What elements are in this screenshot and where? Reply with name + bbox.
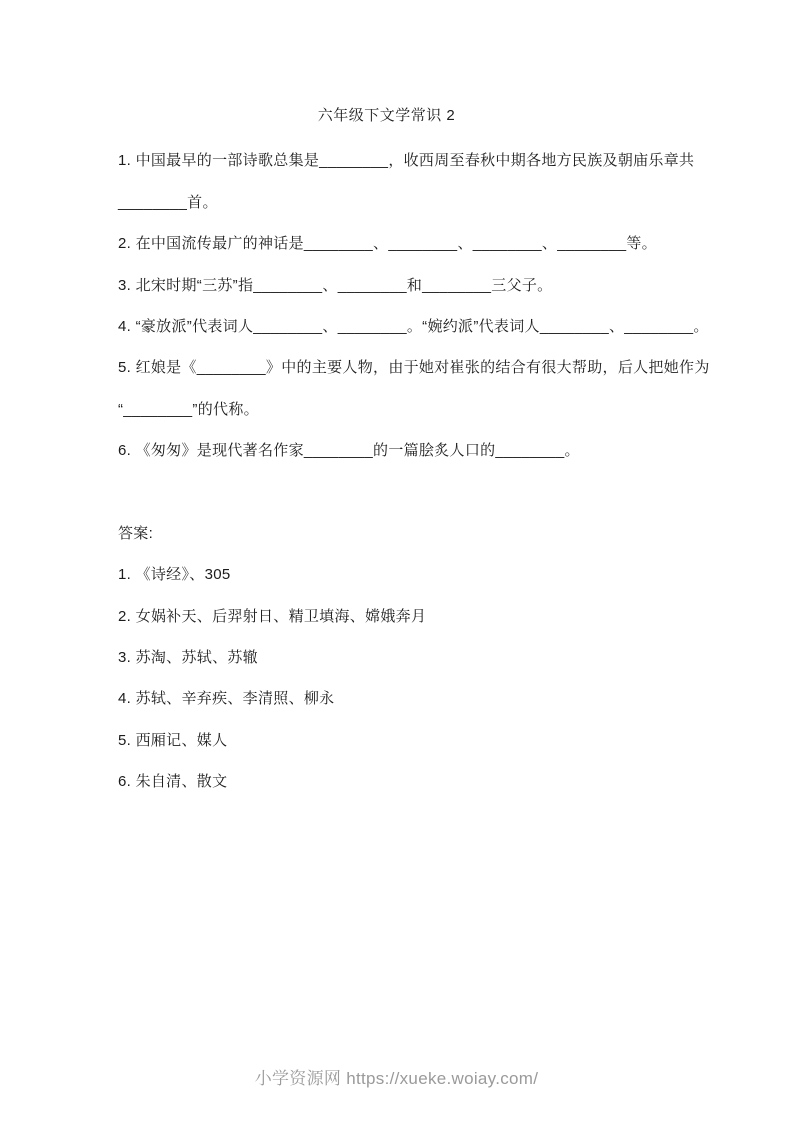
answer-1: 1. 《诗经》、305 [118, 566, 231, 584]
question-1-line-1: 1. 中国最早的一部诗歌总集是________，收西周至春秋中期各地方民族及朝庙乐章共 [118, 152, 695, 170]
question-3-line-1: 3. 北宋时期“三苏”指________、________和________三父子。 [118, 276, 553, 294]
question-1-line-2: ________首。 [118, 193, 218, 211]
question-5-line-1: 5. 红娘是《________》中的主要人物，由于她对崔张的结合有很大帮助，后人把她作为 [118, 359, 710, 377]
answer-3: 3. 苏淘、苏轼、苏辙 [118, 649, 258, 667]
page-title: 六年级下文学常识 2 [317, 107, 456, 124]
question-2-line-1: 2. 在中国流传最广的神话是________、________、________、________等。 [118, 235, 657, 253]
questions-block [0, 140, 793, 471]
question-6-line-1: 6. 《匆匆》是现代著名作家________的一篇脍炙人口的________。 [118, 442, 580, 460]
answer-5: 5. 西厢记、媒人 [118, 731, 228, 749]
blank-line [0, 472, 793, 513]
document-content [0, 95, 793, 803]
answers-block [0, 554, 793, 802]
question-4-line-1: 4. “豪放派”代表词人________、________。“婉约派”代表词人________、________。 [118, 317, 709, 335]
question-5-line-2: “________”的代称。 [118, 400, 259, 418]
answer-4: 4. 苏轼、辛弃疾、李清照、柳永 [118, 690, 335, 708]
answers-heading: 答案: [118, 524, 154, 542]
answer-6: 6. 朱自清、散文 [118, 773, 228, 791]
answer-2: 2. 女娲补天、后羿射日、精卫填海、嫦娥奔月 [118, 607, 427, 625]
watermark-footer: 小学资源网 https://xueke.woiay.com/ [254, 1069, 539, 1088]
